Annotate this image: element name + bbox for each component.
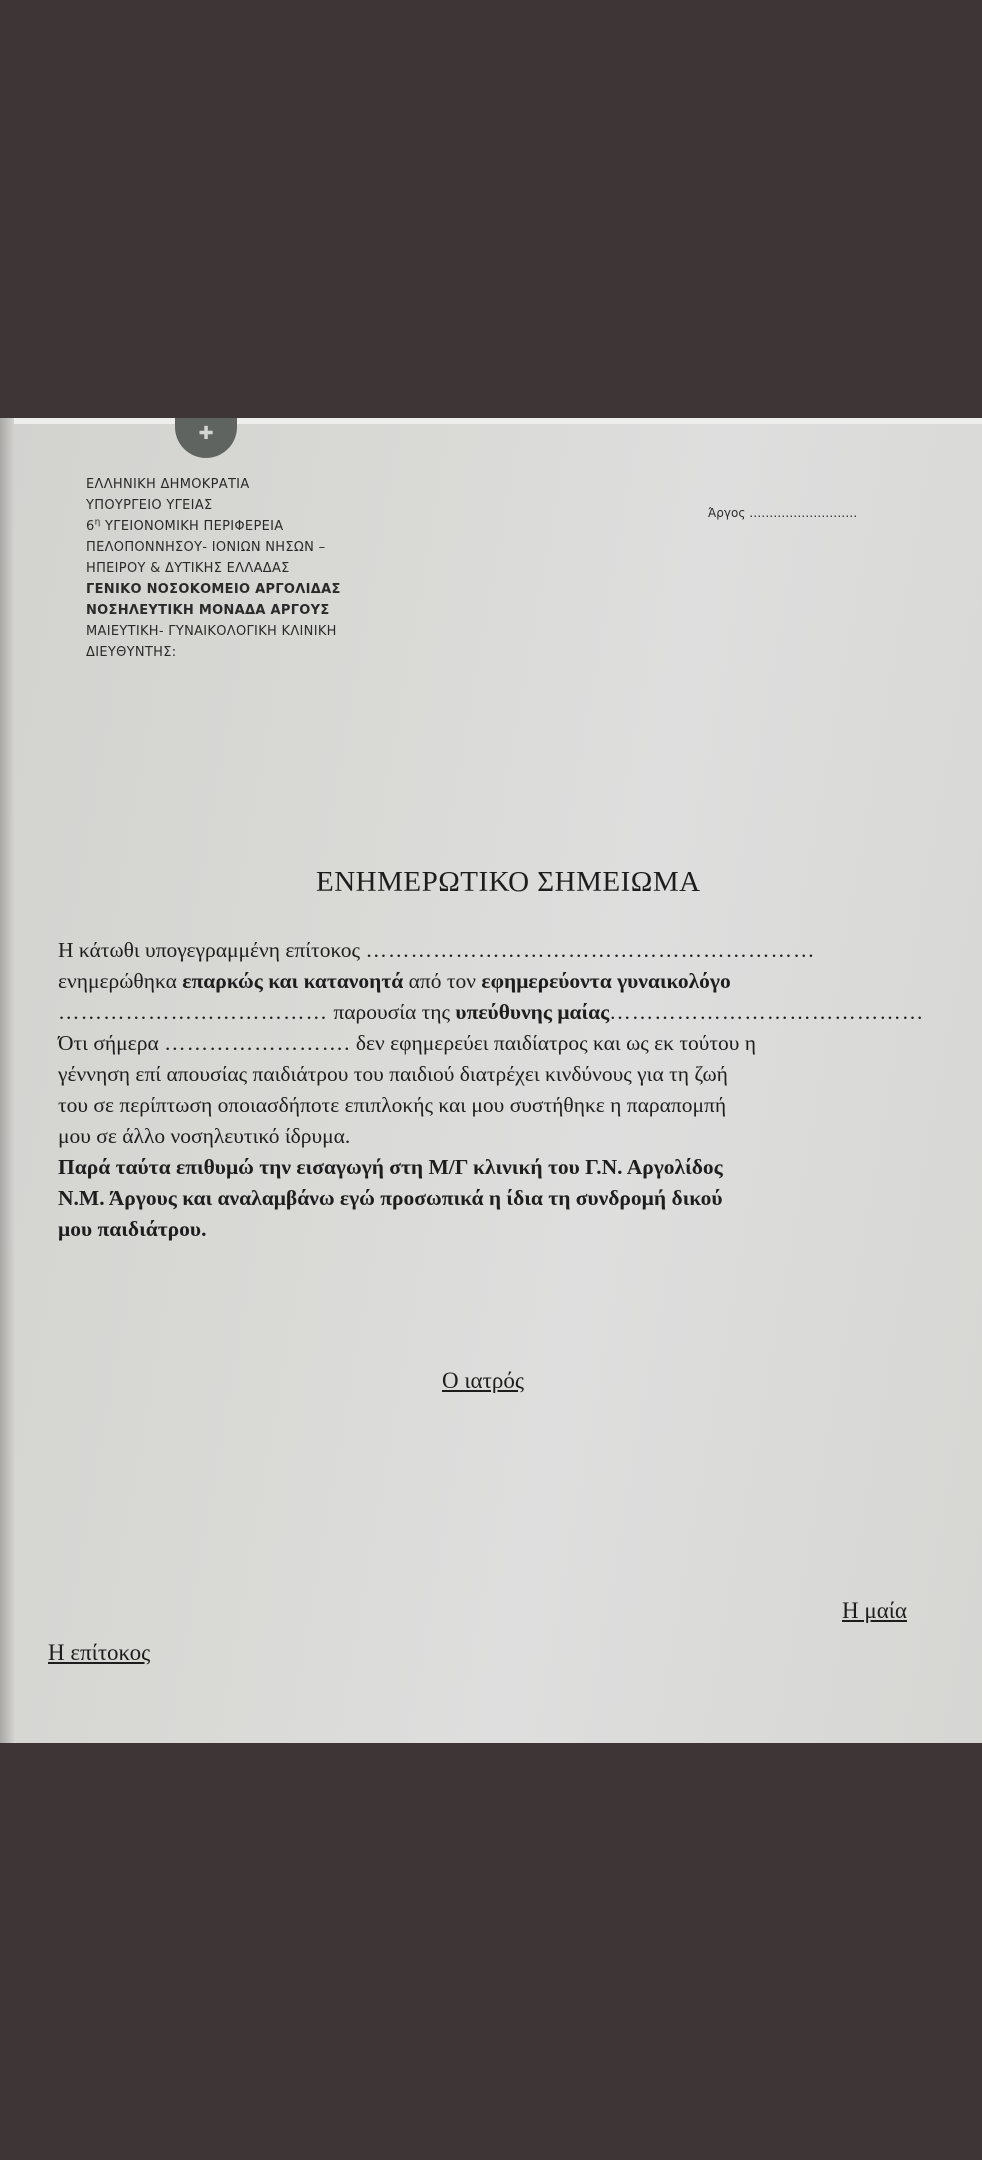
cross-icon: ✚ xyxy=(198,423,214,443)
letterhead-line: ΝΟΣΗΛΕΥΤΙΚΗ ΜΟΝΑΔΑ ΑΡΓΟΥΣ xyxy=(86,603,330,618)
body-line xyxy=(58,1152,978,1183)
document-body xyxy=(58,935,978,1245)
body-line: του σε περίπτωση οποιασδήποτε επιπλοκής και μου συστήθηκε η παραπομπή xyxy=(58,1093,727,1117)
body-bold-text: επαρκώς και κατανοητά xyxy=(182,969,404,993)
place-date-field: Άργος ……………………… xyxy=(708,506,858,520)
letterhead-line: ΕΛΛΗΝΙΚΗ ΔΗΜΟΚΡΑΤΙΑ xyxy=(86,477,250,492)
body-text: παρουσία της xyxy=(328,1000,456,1024)
document-title: ΕΝΗΜΕΡΩΤΙΚΟ ΣΗΜΕΙΩΜΑ xyxy=(316,866,701,898)
fill-in-dots: …………………………………… xyxy=(609,1000,925,1024)
body-line xyxy=(58,1183,978,1214)
body-text: από τον xyxy=(403,969,482,993)
body-line xyxy=(58,1214,978,1245)
body-bold-text: μου παιδιάτρου. xyxy=(58,1217,207,1241)
letterhead-line xyxy=(86,516,426,537)
body-line xyxy=(58,1028,978,1059)
body-text: Η κάτωθι υπογεγραμμένη επίτοκος xyxy=(58,938,366,962)
letterhead-line: ΥΠΟΥΡΓΕΙΟ ΥΓΕΙΑΣ xyxy=(86,498,213,513)
body-line xyxy=(58,935,978,966)
page-left-shadow xyxy=(0,418,14,1743)
letterhead xyxy=(86,474,426,663)
letterhead-line: ΓΕΝΙΚΟ ΝΟΣΟΚΟΜΕΙΟ ΑΡΓΟΛΙΔΑΣ xyxy=(86,582,341,597)
body-bold-text: εφημερεύοντα γυναικολόγο xyxy=(481,969,731,993)
body-text: Ότι σήμερα xyxy=(58,1031,165,1055)
fill-in-dots: ……………………………… xyxy=(58,1000,328,1024)
body-bold-text: Ν.Μ. Άργους και αναλαμβάνω εγώ προσωπικά η ίδια τη συνδρομή δικού xyxy=(58,1186,723,1210)
document-page xyxy=(0,418,982,1743)
region-number: 6 xyxy=(86,519,95,534)
body-line xyxy=(58,966,978,997)
letterhead-line: ΜΑΙΕΥΤΙΚΗ- ΓΥΝΑΙΚΟΛΟΓΙΚΗ ΚΛΙΝΙΚΗ xyxy=(86,624,337,639)
page-top-edge xyxy=(0,418,982,424)
fill-in-dots: …………………………………………………… xyxy=(365,938,816,962)
midwife-signature-label: Η μαία xyxy=(842,1598,907,1623)
doctor-signature-label: Ο ιατρός xyxy=(442,1368,524,1393)
greek-coat-of-arms-icon xyxy=(175,418,237,458)
region-sup: η xyxy=(94,517,101,528)
body-bold-text: υπεύθυνης μαίας xyxy=(455,1000,610,1024)
letterhead-line: ΠΕΛΟΠΟΝΝΗΣΟΥ- ΙΟΝΙΩΝ ΝΗΣΩΝ – xyxy=(86,540,326,555)
fill-in-dots: ……………………. xyxy=(164,1031,351,1055)
body-line: γέννηση επί απουσίας παιδιάτρου του παιδιού διατρέχει κινδύνους για τη ζωή xyxy=(58,1062,728,1086)
letterhead-line: ΔΙΕΥΘΥΝΤΗΣ: xyxy=(86,645,177,660)
body-bold-text: Παρά ταύτα επιθυμώ την εισαγωγή στη Μ/Γ κλινική του Γ.Ν. Αργολίδος xyxy=(58,1155,723,1179)
body-line: μου σε άλλο νοσηλευτικό ίδρυμα. xyxy=(58,1124,351,1148)
letterhead-line: ΗΠΕΙΡΟΥ & ΔΥΤΙΚΗΣ ΕΛΛΑΔΑΣ xyxy=(86,561,290,576)
body-text: δεν εφημερεύει παιδίατρος και ως εκ τούτου η xyxy=(350,1031,757,1055)
body-text: ενημερώθηκα xyxy=(58,969,183,993)
region-text: ΥΓΕΙΟΝΟΜΙΚΗ ΠΕΡΙΦΕΡΕΙΑ xyxy=(105,519,284,534)
mother-signature-label: Η επίτοκος xyxy=(48,1640,151,1665)
body-line xyxy=(58,997,978,1028)
